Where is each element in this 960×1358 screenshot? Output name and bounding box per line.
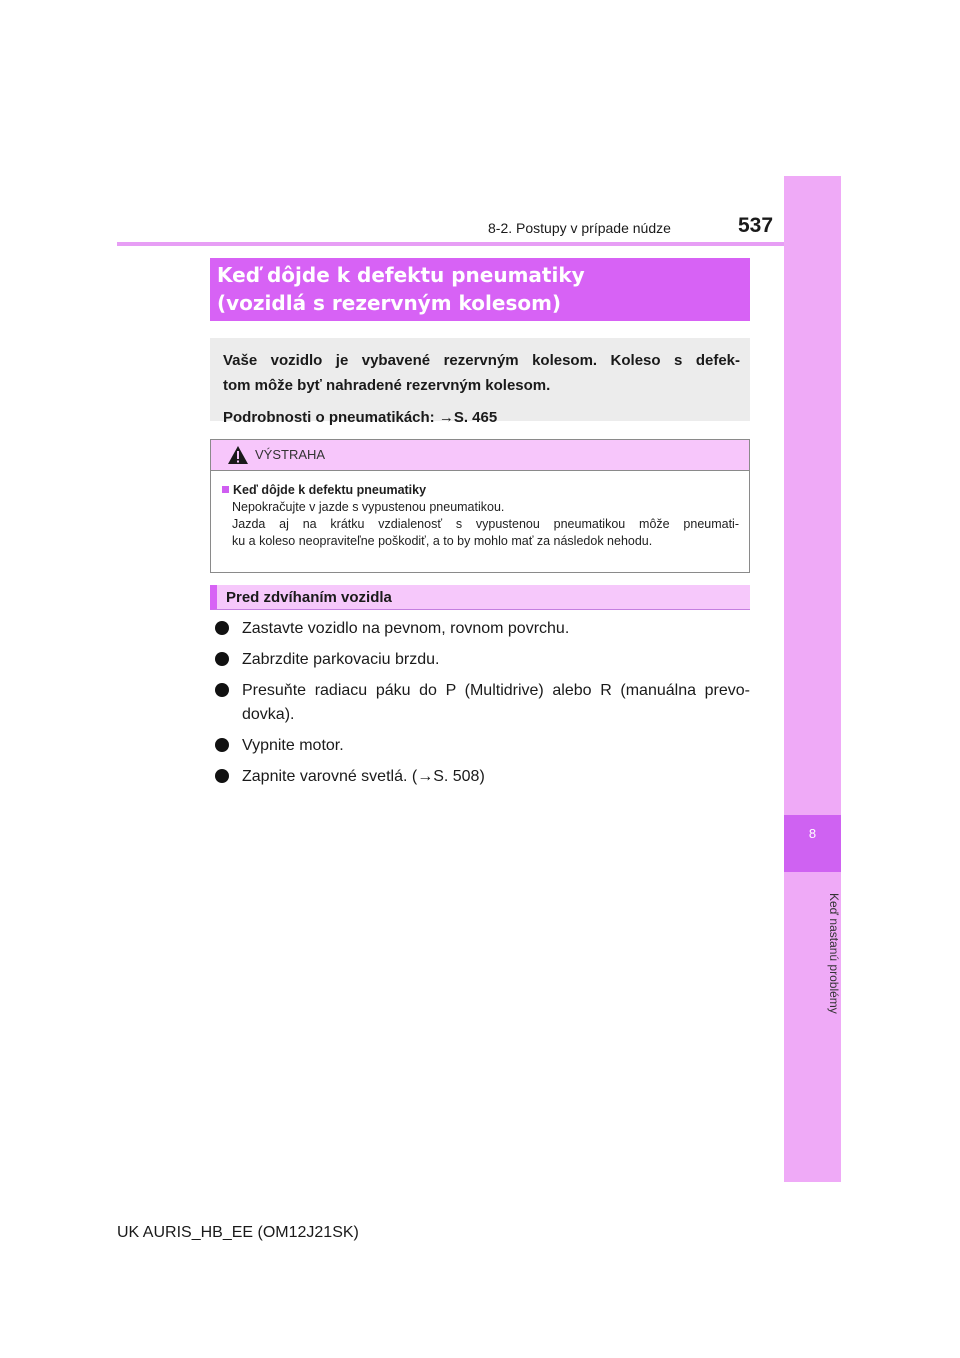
chapter-title: Keď nastanú problémy: [827, 892, 841, 1014]
warning-label: VÝSTRAHA: [255, 447, 326, 462]
bullet-dot-icon: [215, 738, 229, 752]
list-item: [213, 679, 750, 726]
bullet-dot-icon: [215, 769, 229, 783]
intro-line1: Vaše vozidlo je vybavené rezervným kolesom. Koleso s defek-: [223, 352, 740, 369]
subsection-title: Pred zdvíhaním vozidla: [210, 585, 750, 610]
bullet-list: [213, 617, 750, 796]
list-item: [213, 734, 750, 758]
square-bullet-icon: [222, 486, 229, 493]
warning-line1: Nepokračujte v jazde s vypustenou pneumatikou.: [232, 500, 505, 514]
warning-line3: ku a koleso neopraviteľne poškodiť, a to by mohlo mať za následok nehodu.: [232, 534, 653, 548]
warning-line2: Jazda aj na krátku vzdialenosť s vypustenou pneumatikou môže pneumati-: [232, 517, 739, 531]
bullet-text: Zabrzdite parkovaciu brzdu.: [242, 651, 440, 668]
warning-text: [222, 499, 739, 550]
list-item: [213, 648, 750, 672]
side-tab-strip: [784, 176, 841, 1182]
bullet-dot-icon: [215, 652, 229, 666]
warning-body: [211, 471, 749, 550]
bullet-text: Vypnite motor.: [242, 736, 344, 754]
bullet-text-line2: dovka).: [242, 705, 295, 723]
bullet-text-line1: Presuňte radiacu páku do P (Multidrive) alebo R (manuálna prevo-: [242, 682, 750, 699]
bullet-text: Zapnite varovné svetlá. (→S. 508): [242, 767, 485, 785]
intro-line2: tom môže byť nahradené rezervným kolesom.: [223, 377, 551, 394]
section-title-line2: (vozidlá s rezervným kolesom): [217, 291, 562, 315]
intro-box: [210, 338, 750, 426]
chapter-tab[interactable]: [784, 815, 841, 872]
section-title-line1: Keď dôjde k defektu pneumatiky: [217, 263, 585, 287]
bullet-dot-icon: [215, 621, 229, 635]
page-number: 537: [738, 214, 774, 237]
list-item: [213, 765, 750, 789]
intro-line3: Podrobnosti o pneumatikách: →S. 465: [223, 409, 498, 426]
warning-subhead-text: Keď dôjde k defektu pneumatiky: [233, 483, 427, 497]
warning-header: [211, 440, 749, 471]
bullet-text: Zastavte vozidlo na pevnom, rovnom povrchu.: [242, 620, 570, 637]
chapter-number: 8: [808, 826, 817, 841]
warning-subhead: [222, 482, 739, 499]
bullet-dot-icon: [215, 683, 229, 697]
footer-code: UK AURIS_HB_EE (OM12J21SK): [117, 1224, 359, 1241]
header-rule: [117, 242, 784, 246]
section-title: [210, 258, 750, 321]
list-item: [213, 617, 750, 641]
running-head: 8-2. Postupy v prípade núdze: [488, 220, 671, 236]
warning-triangle-icon: [227, 445, 249, 465]
warning-box: [210, 439, 750, 573]
